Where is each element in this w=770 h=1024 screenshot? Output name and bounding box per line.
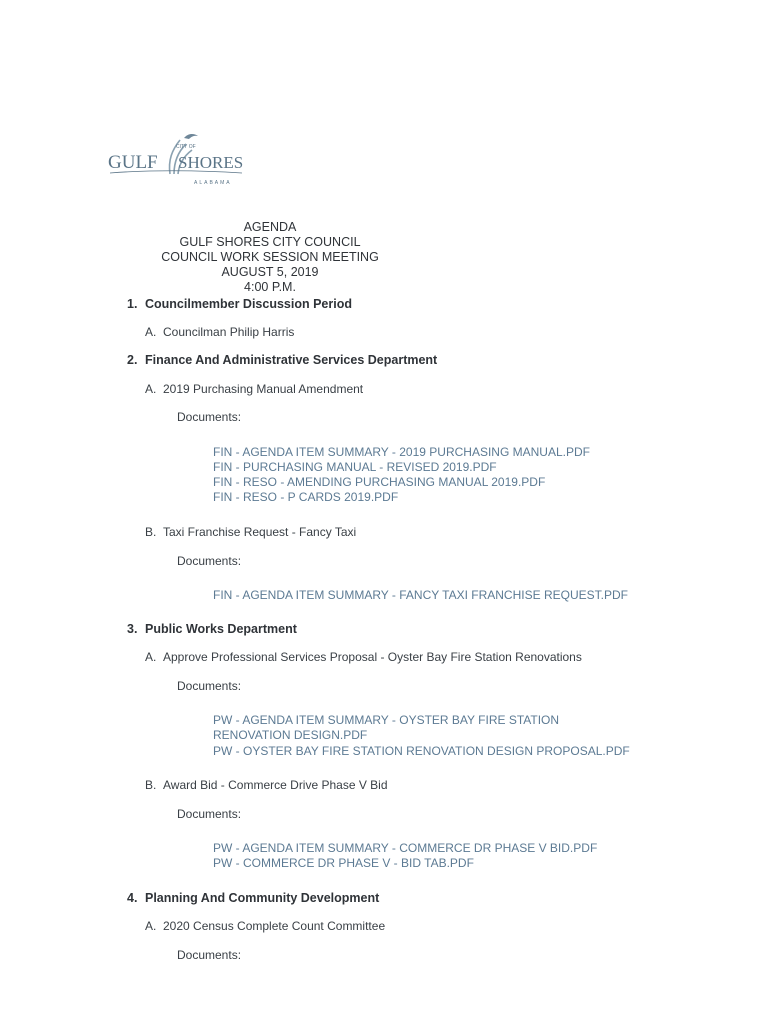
gulf-shores-logo bbox=[108, 130, 248, 188]
documents-label: Documents: bbox=[177, 948, 242, 962]
logo-top-text: CITY OF bbox=[176, 144, 196, 150]
section-title: Planning And Community Development bbox=[145, 891, 380, 905]
section-number: 4. bbox=[127, 891, 138, 905]
item-title: Taxi Franchise Request - Fancy Taxi bbox=[163, 525, 357, 539]
section-number: 3. bbox=[127, 622, 138, 636]
document-link[interactable]: FIN - RESO - AMENDING PURCHASING MANUAL 2019.PDF bbox=[213, 475, 546, 489]
document-link[interactable]: RENOVATION DESIGN.PDF bbox=[213, 728, 368, 742]
document-link[interactable]: FIN - AGENDA ITEM SUMMARY - 2019 PURCHASING MANUAL.PDF bbox=[213, 445, 590, 459]
logo-text-shores: SHORES bbox=[178, 153, 244, 172]
city-logo bbox=[108, 130, 248, 188]
item-title: Councilman Philip Harris bbox=[163, 325, 295, 339]
meeting-time: 4:00 P.M. bbox=[244, 280, 296, 294]
item-letter: B. bbox=[145, 525, 157, 539]
logo-bird-icon bbox=[184, 134, 198, 139]
document-link[interactable]: PW - AGENDA ITEM SUMMARY - OYSTER BAY FIRE STATION bbox=[213, 713, 560, 727]
document-link[interactable]: PW - OYSTER BAY FIRE STATION RENOVATION DESIGN PROPOSAL.PDF bbox=[213, 744, 630, 758]
item-letter: A. bbox=[145, 325, 157, 339]
document-link[interactable]: FIN - AGENDA ITEM SUMMARY - FANCY TAXI FRANCHISE REQUEST.PDF bbox=[213, 588, 628, 602]
item-title: Approve Professional Services Proposal - Oyster Bay Fire Station Renovations bbox=[163, 650, 582, 664]
item-letter: A. bbox=[145, 650, 157, 664]
meeting-date: AUGUST 5, 2019 bbox=[221, 265, 319, 279]
section-number: 1. bbox=[127, 297, 138, 311]
logo-text-gulf: GULF bbox=[108, 152, 158, 173]
document-link[interactable]: PW - AGENDA ITEM SUMMARY - COMMERCE DR PHASE V BID.PDF bbox=[213, 841, 598, 855]
section-title: Public Works Department bbox=[145, 622, 297, 636]
item-letter: A. bbox=[145, 382, 157, 396]
documents-label: Documents: bbox=[177, 807, 242, 821]
meeting-name: COUNCIL WORK SESSION MEETING bbox=[161, 250, 379, 264]
section-title: Councilmember Discussion Period bbox=[145, 297, 352, 311]
agenda-title: AGENDA bbox=[243, 220, 297, 234]
item-title: 2020 Census Complete Count Committee bbox=[163, 919, 386, 933]
council-name: GULF SHORES CITY COUNCIL bbox=[179, 235, 361, 249]
item-letter: B. bbox=[145, 778, 157, 792]
section-number: 2. bbox=[127, 353, 138, 367]
documents-label: Documents: bbox=[177, 679, 242, 693]
section-title: Finance And Administrative Services Department bbox=[145, 353, 438, 367]
item-title: Award Bid - Commerce Drive Phase V Bid bbox=[163, 778, 388, 792]
logo-bottom-text: ALABAMA bbox=[194, 180, 232, 186]
item-title: 2019 Purchasing Manual Amendment bbox=[163, 382, 364, 396]
document-link[interactable]: FIN - RESO - P CARDS 2019.PDF bbox=[213, 490, 399, 504]
documents-label: Documents: bbox=[177, 554, 242, 568]
document-link[interactable]: PW - COMMERCE DR PHASE V - BID TAB.PDF bbox=[213, 856, 474, 870]
document-link[interactable]: FIN - PURCHASING MANUAL - REVISED 2019.PDF bbox=[213, 460, 497, 474]
item-letter: A. bbox=[145, 919, 157, 933]
documents-label: Documents: bbox=[177, 410, 242, 424]
